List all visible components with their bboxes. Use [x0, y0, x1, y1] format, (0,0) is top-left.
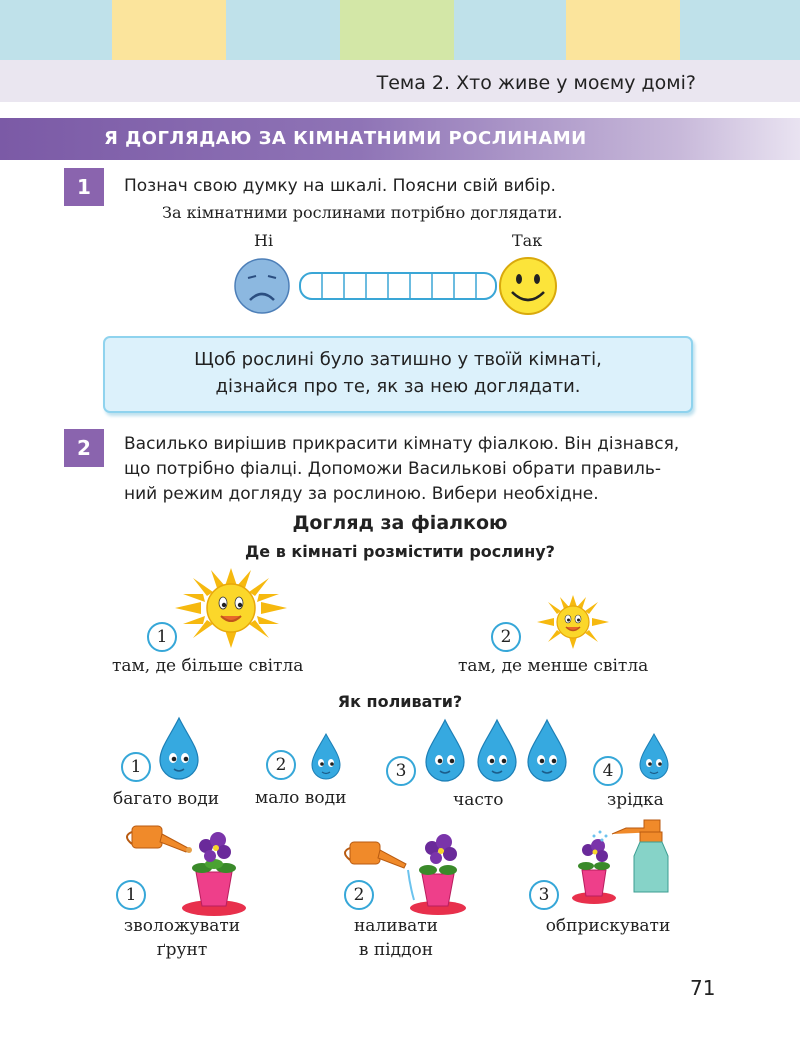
option-number[interactable]: 1: [116, 880, 146, 910]
label-no: Ні: [254, 231, 274, 250]
header-stripe: [340, 0, 454, 60]
header-stripe: [680, 0, 800, 60]
small-drop-icon: [638, 732, 670, 780]
task2-line-2: що потрібно фіалці. Допоможи Василькові обрати правиль-: [124, 459, 662, 479]
task2-line-3: ний режим догляду за рослиною. Вибери необхідне.: [124, 484, 599, 504]
header-stripe: [566, 0, 680, 60]
option-label: мало води: [255, 788, 347, 808]
violet-pot-icon: [572, 839, 616, 904]
small-drop-icon: [310, 732, 342, 780]
question-placement: Де в кімнаті розмістити рослину?: [245, 542, 555, 561]
option-label: наливати: [353, 916, 439, 936]
care-heading: Догляд за фіалкою: [292, 512, 508, 534]
watering-can-icon: [127, 826, 192, 853]
topic-title: Тема 2. Хто живе у моєму домі?: [376, 72, 696, 94]
spraying-icon: [560, 812, 674, 908]
task1-statement: За кімнатними рослинами потрібно доглядати.: [162, 203, 563, 222]
option-label: ґрунт: [156, 940, 208, 960]
option-label: зрідка: [607, 790, 664, 810]
header-stripe: [226, 0, 340, 60]
question-watering: Як поливати?: [337, 692, 463, 711]
task2-line-1: Василько вирішив прикрасити кімнату фіалкою. Він дізнався,: [124, 434, 680, 454]
option-label: обприскувати: [545, 916, 671, 936]
option-label: в піддон: [358, 940, 434, 960]
scale-bar[interactable]: [300, 273, 496, 299]
option-label: там, де менше світла: [458, 656, 649, 676]
header-stripe: [0, 0, 112, 60]
big-drop-icon: [158, 716, 200, 780]
violet-pot-icon: [410, 834, 466, 915]
info-line-1: Щоб рослині було затишно у твоїй кімнаті,: [194, 349, 602, 370]
option-label: зволожувати: [123, 916, 241, 936]
option-number[interactable]: 2: [344, 880, 374, 910]
option-number[interactable]: 3: [529, 880, 559, 910]
header-stripe: [454, 0, 566, 60]
option-label: багато води: [113, 789, 220, 809]
info-line-2: дізнайся про те, як за нею доглядати.: [215, 376, 581, 397]
small-sun-icon: [536, 594, 610, 650]
violet-pot-icon: [182, 832, 246, 916]
option-label: часто: [453, 790, 504, 810]
header-stripe: [112, 0, 226, 60]
label-yes: Так: [512, 231, 543, 250]
task-number-badge: 1: [64, 168, 104, 206]
option-number[interactable]: 3: [386, 756, 416, 786]
opinion-scale: [228, 254, 564, 318]
option-label: там, де більше світла: [112, 656, 304, 676]
sad-face-icon: [235, 259, 289, 313]
task-number-badge: 2: [64, 429, 104, 467]
section-title: Я ДОГЛЯДАЮ ЗА КІМНАТНИМИ РОСЛИНАМИ: [104, 128, 587, 149]
big-sun-icon: [172, 566, 290, 650]
option-number[interactable]: 1: [121, 752, 151, 782]
watering-soil-icon: [126, 816, 248, 920]
page-number: 71: [690, 976, 716, 1000]
task1-instruction: Познач свою думку на шкалі. Поясни свій вибір.: [124, 176, 556, 196]
option-number[interactable]: 1: [147, 622, 177, 652]
info-box: [103, 336, 693, 413]
option-number[interactable]: 2: [266, 750, 296, 780]
happy-face-icon: [500, 258, 556, 314]
option-number[interactable]: 2: [491, 622, 521, 652]
three-drops-icon: [424, 718, 570, 782]
option-number[interactable]: 4: [593, 756, 623, 786]
